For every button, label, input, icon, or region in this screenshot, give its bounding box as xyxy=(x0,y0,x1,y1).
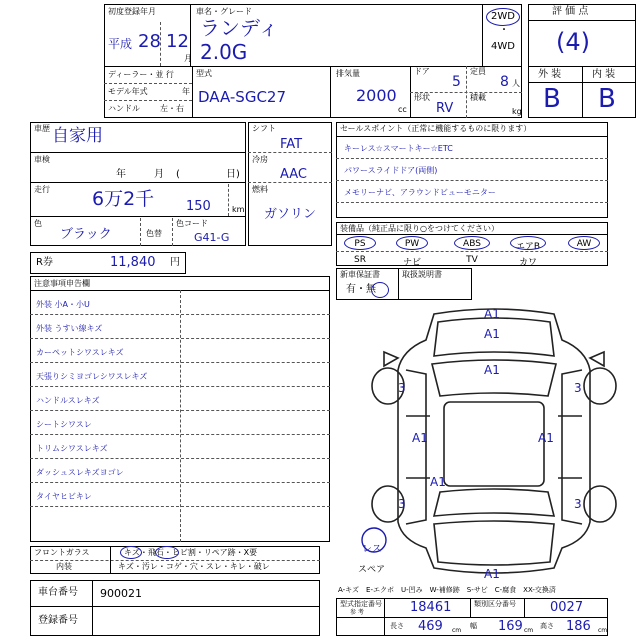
chassis-label: 車台番号 xyxy=(38,587,78,598)
model-year-label: モデル年式 xyxy=(108,87,148,96)
era: 平成 xyxy=(108,37,133,51)
equip-airbag-circle xyxy=(510,236,546,250)
sales-point-3: メモリーナビ、アラウンドビューモニター xyxy=(344,188,496,197)
fuel-label: 燃料 xyxy=(252,185,268,194)
equip-pw-circle xyxy=(396,236,428,250)
dealer-label: ディーラー・並 行 xyxy=(108,70,174,79)
car-name-label: 車名・グレード xyxy=(196,7,252,16)
doors: 5 xyxy=(452,74,461,90)
displacement: 2000 xyxy=(356,86,397,105)
width-value: 169 xyxy=(498,619,523,634)
width-label: 幅 xyxy=(470,622,477,630)
shape: RV xyxy=(436,101,454,116)
handle-label: ハンドル xyxy=(108,104,140,113)
height-unit: cm xyxy=(598,627,608,634)
length-label: 長さ xyxy=(390,622,404,630)
length-value: 469 xyxy=(418,619,443,634)
damage-right-door: A1 xyxy=(538,431,554,445)
inspection-day-open: ( xyxy=(176,169,180,180)
inspection-day-unit: 日) xyxy=(226,169,240,180)
car-diagram xyxy=(334,300,634,582)
recycle-box xyxy=(30,252,186,274)
note-1: 外装 小A・小U xyxy=(36,300,90,309)
damage-hood: A1 xyxy=(484,327,500,341)
mileage-label: 走行 xyxy=(34,185,50,194)
equip-sr: SR xyxy=(354,255,366,265)
note-3: カーペットシワスレキズ xyxy=(36,348,124,357)
note-5: ハンドルスレキズ xyxy=(36,396,100,405)
glass-chip-circle xyxy=(155,546,179,559)
chassis-number: 900021 xyxy=(100,587,142,600)
mileage-value: 6万2千 xyxy=(92,188,155,210)
capacity: 8 xyxy=(500,74,509,90)
load-label: 積載 xyxy=(470,93,486,102)
recycle-label: R券 xyxy=(36,257,53,268)
glass-scratch-circle xyxy=(120,546,142,559)
equip-abs: ABS xyxy=(463,239,481,249)
ac-label: 冷房 xyxy=(252,155,268,164)
color-change-label: 色替 xyxy=(146,229,162,238)
class-number: 0027 xyxy=(550,600,584,615)
damage-left-door: A1 xyxy=(412,431,428,445)
notes-title: 注意事項申告欄 xyxy=(34,279,90,288)
equip-aw: AW xyxy=(576,239,592,249)
equipment-title: 装備品（純正品に限り○をつけてください） xyxy=(340,224,499,233)
km-unit: km xyxy=(232,205,245,214)
drive-2wd: 2WD xyxy=(491,11,515,22)
capacity-unit: 人 xyxy=(512,79,520,88)
type-cat-label: 型式指定番号 xyxy=(340,600,382,608)
inspection-label: 車検 xyxy=(34,155,50,164)
note-7: トリムシワスレキズ xyxy=(36,444,108,453)
damage-roof-front: A1 xyxy=(484,363,500,377)
class-label: 類別区分番号 xyxy=(474,600,516,608)
note-9: タイヤヒビキレ xyxy=(36,492,92,501)
handle-opts: 左・右 xyxy=(160,104,184,113)
int-label: 内 装 xyxy=(592,69,616,80)
interior-label: 内装 xyxy=(56,562,72,571)
left-mirror xyxy=(384,352,398,366)
note-8: ダッシュスレキズヨゴレ xyxy=(36,468,124,477)
ext-label: 外 装 xyxy=(538,69,562,80)
type-cat-ref: 参 考 xyxy=(350,609,364,616)
front-glass-opts: キズ・飛石・ヒビ割・リペア跡・X要 xyxy=(124,548,258,557)
front-glass-label: フロントガラス xyxy=(34,548,90,557)
month-unit: 月 xyxy=(184,54,192,63)
sales-point-2: パワースライドドア(両側) xyxy=(344,166,438,175)
drive-2wd-circle xyxy=(486,8,520,26)
rear-glass xyxy=(434,489,554,516)
ac-value: AAC xyxy=(280,167,307,182)
inspection-month-unit: 月 xyxy=(154,169,164,180)
first-reg-label: 初度登録年月 xyxy=(108,7,156,16)
length-unit: cm xyxy=(452,627,462,634)
equip-navi: ナビ xyxy=(402,258,421,268)
height-value: 186 xyxy=(566,619,591,634)
grade: 2.0G xyxy=(200,40,248,64)
damage-legend: A-キズ E-エクボ U-凹み W-補修跡 S-サビ C-腐食 XX-交換済 xyxy=(338,586,556,594)
displacement-label: 排気量 xyxy=(336,69,360,78)
shift-label: シフト xyxy=(252,124,276,133)
front-right-wheel xyxy=(584,368,616,404)
warranty-label: 新車保証書 xyxy=(340,270,380,279)
spare-label: スペア xyxy=(358,565,386,575)
note-4: 天張りシミヨゴレシワスレキズ xyxy=(36,372,148,381)
shift-value: FAT xyxy=(280,137,303,152)
equip-tv: TV xyxy=(466,255,478,265)
equip-abs-circle xyxy=(454,236,490,250)
sales-point-1: キーレス☆スマートキー☆ETC xyxy=(344,144,453,153)
interior-opts: キズ・汚レ・コゲ・穴・スレ・キレ・破レ xyxy=(118,562,270,571)
equip-ps-circle xyxy=(344,236,376,250)
height-label: 高さ xyxy=(540,622,554,630)
note-2: 外装 うすい線キズ xyxy=(36,324,103,333)
recycle-unit: 円 xyxy=(170,257,180,268)
capacity-label: 定員 xyxy=(470,67,486,76)
ext-grade: B xyxy=(543,84,561,114)
recycle-amount: 11,840 xyxy=(110,255,156,270)
right-mirror xyxy=(590,352,604,366)
damage-roof-rear: A1 xyxy=(430,475,446,489)
score-label: 評 価 点 xyxy=(552,6,589,17)
int-grade: B xyxy=(598,84,616,114)
damage-wheel-fr: 3 xyxy=(574,381,582,395)
color-code-label: 色コード xyxy=(176,219,208,228)
warranty-none-circle xyxy=(371,282,389,298)
cc-unit: cc xyxy=(398,105,407,114)
equip-leather: カワ xyxy=(518,258,537,268)
reg-month: 12 xyxy=(166,31,189,52)
damage-wheel-fl: 3 xyxy=(398,381,406,395)
res-note: レス xyxy=(362,544,382,555)
warranty-opts: 有・無 xyxy=(346,284,376,295)
use-label: 車歴 xyxy=(34,124,50,133)
drive-dot: ・ xyxy=(499,25,509,36)
car-name: ランディ xyxy=(200,16,279,40)
note-6: シートシワスレ xyxy=(36,420,92,429)
type-cat-number: 18461 xyxy=(410,600,452,615)
equip-airbag: エアB xyxy=(515,242,541,252)
door-label: ドア xyxy=(414,67,430,76)
mileage-extra: 150 xyxy=(186,199,211,214)
kg-unit: kg xyxy=(512,107,522,116)
color-label: 色 xyxy=(34,219,42,228)
manual-label: 取扱説明書 xyxy=(402,270,442,279)
damage-wheel-rl: 3 xyxy=(398,497,406,511)
damage-wheel-rr: 3 xyxy=(574,497,582,511)
model-year-unit: 年 xyxy=(182,87,190,96)
left-side-panel xyxy=(406,370,426,524)
equip-pw: PW xyxy=(404,239,420,249)
sales-points-title: セールスポイント（正常に機能するものに限ります） xyxy=(340,124,532,133)
equip-ps: PS xyxy=(354,239,366,249)
color-code: G41-G xyxy=(194,231,230,244)
shape-label: 形状 xyxy=(414,93,430,102)
use-value: 自家用 xyxy=(52,126,103,146)
color-value: ブラック xyxy=(60,227,112,242)
reg-number-label: 登録番号 xyxy=(38,615,78,626)
score-value: (4) xyxy=(556,28,590,56)
roof xyxy=(444,402,544,486)
rear-right-wheel xyxy=(584,486,616,522)
type-label: 型式 xyxy=(196,69,212,78)
damage-hood-front: A1 xyxy=(484,307,500,321)
damage-rear-bumper: A1 xyxy=(484,567,500,581)
equip-aw-circle xyxy=(568,236,600,250)
reg-year: 28 xyxy=(138,31,161,52)
inspection-year-unit: 年 xyxy=(116,169,126,180)
width-unit: cm xyxy=(524,627,534,634)
model-type: DAA-SGC27 xyxy=(198,88,287,106)
tailgate xyxy=(434,521,554,565)
fuel-value: ガソリン xyxy=(264,207,317,222)
drive-4wd: 4WD xyxy=(491,41,515,52)
